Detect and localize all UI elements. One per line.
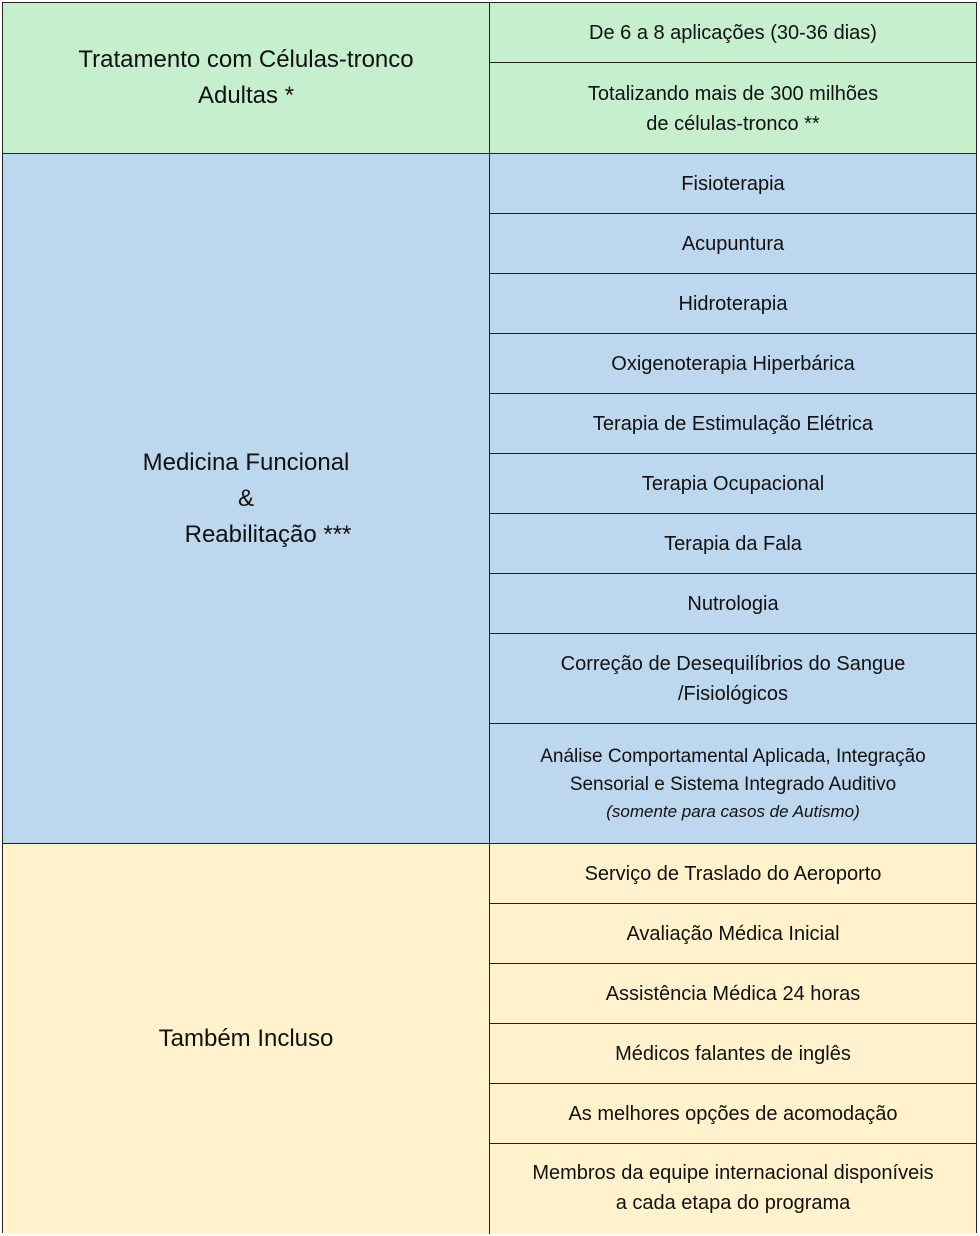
stem-cell-section (3, 3, 976, 154)
list-item: Correção de Desequilíbrios do Sangue /Fisiológicos (490, 634, 976, 724)
list-item: De 6 a 8 aplicações (30-36 dias) (490, 3, 976, 63)
title-line: Medicina Funcional (142, 448, 350, 476)
rehab-title (3, 154, 490, 843)
list-item: As melhores opções de acomodação (490, 1084, 976, 1144)
title-line: Adultas * (197, 82, 295, 109)
list-item: Terapia da Fala (490, 514, 976, 574)
title-line: & (237, 484, 254, 512)
list-item: Terapia Ocupacional (490, 454, 976, 514)
list-item: Análise Comportamental Aplicada, Integração Sensorial e Sistema Integrado Auditivo (somente para casos de Autismo) (490, 724, 976, 844)
list-item: Acupuntura (490, 214, 976, 274)
list-item: Totalizando mais de 300 milhões de células-tronco ** (587, 82, 879, 135)
list-item: Terapia de Estimulação Elétrica (490, 394, 976, 454)
program-table (2, 2, 977, 1233)
list-item: Assistência Médica 24 horas (490, 964, 976, 1024)
list-item: Hidroterapia (490, 274, 976, 334)
list-item: Membros da equipe internacional disponíveis a cada etapa do programa (532, 1162, 934, 1214)
rehab-section (3, 154, 976, 844)
list-item: Fisioterapia (490, 154, 976, 214)
list-item: Serviço de Traslado do Aeroporto (490, 844, 976, 904)
stem-cell-title (3, 3, 490, 153)
included-section (3, 844, 976, 1234)
title-line: Reabilitação *** (184, 520, 352, 548)
autism-note: (somente para casos de Autismo) (606, 802, 860, 821)
list-item: Oxigenoterapia Hiperbárica (490, 334, 976, 394)
list-item: Nutrologia (490, 574, 976, 634)
list-item: Médicos falantes de inglês (490, 1024, 976, 1084)
title-line: Também Incluso (158, 1025, 334, 1052)
title-line: Tratamento com Células-tronco (78, 46, 414, 73)
included-title (3, 844, 490, 1234)
list-item: Avaliação Médica Inicial (490, 904, 976, 964)
